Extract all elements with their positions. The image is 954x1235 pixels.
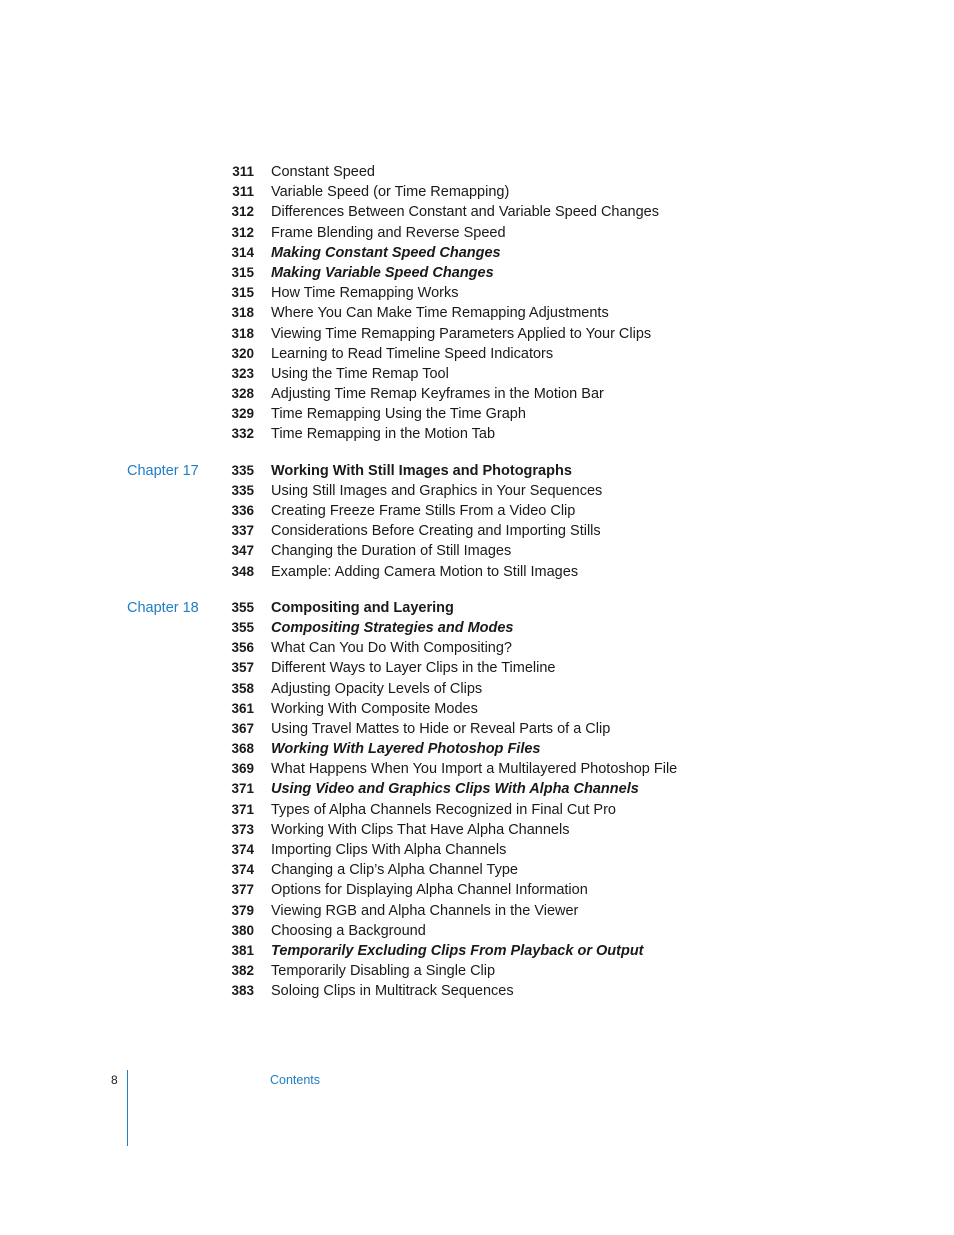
toc-entry[interactable] [0,921,954,941]
toc-entry[interactable] [0,679,954,699]
toc-entry-title: Creating Freeze Frame Stills From a Video Clip [271,503,576,519]
toc-entry[interactable] [0,501,954,521]
toc-entry[interactable] [0,860,954,880]
table-of-contents [0,162,954,1002]
toc-entry[interactable] [0,739,954,759]
toc-page-number: 315 [231,264,254,280]
toc-page-number: 311 [232,164,254,179]
toc-page-number: 318 [231,305,254,321]
toc-entry[interactable] [0,598,954,618]
toc-page-number: 314 [231,244,254,260]
toc-page-number: 361 [231,700,254,716]
toc-entry[interactable] [0,182,954,202]
toc-entry-title: Different Ways to Layer Clips in the Timeline [271,660,556,677]
toc-entry-title: Example: Adding Camera Motion to Still Images [271,563,579,580]
toc-page-number: 381 [231,942,254,958]
toc-entry-title: Compositing and Layering [271,599,454,616]
toc-entry-title: Changing a Clip’s Alpha Channel Type [271,862,518,879]
toc-entry[interactable] [0,404,954,424]
toc-page-number: 329 [231,406,254,422]
footer-section-label: Contents [270,1073,321,1087]
footer-divider [127,1070,128,1146]
toc-entry[interactable] [0,263,954,283]
toc-entry[interactable] [0,658,954,678]
toc-entry-title: Viewing RGB and Alpha Channels in the Viewer [271,902,579,919]
toc-entry-title: Using Travel Mattes to Hide or Reveal Parts of a Clip [271,720,611,737]
toc-page-number: 337 [231,523,254,539]
toc-entry[interactable] [0,779,954,799]
toc-page-number: 383 [231,983,254,999]
toc-entry-title: Using the Time Remap Tool [271,365,449,382]
toc-entry-title: What Happens When You Import a Multilayered Photoshop File [271,761,678,778]
toc-page-number: 328 [231,386,254,402]
toc-entry[interactable] [0,521,954,541]
toc-page-number: 374 [231,862,254,878]
toc-entry-title: Temporarily Disabling a Single Clip [271,963,496,980]
toc-page-number: 335 [231,482,254,498]
toc-page-number: 315 [231,285,254,301]
toc-entry[interactable] [0,384,954,404]
toc-page-number: 382 [231,963,254,979]
toc-entry[interactable] [0,981,954,1001]
toc-page-number: 377 [231,882,254,898]
toc-entry[interactable] [0,283,954,303]
toc-entry[interactable] [0,481,954,501]
toc-entry-title: Learning to Read Timeline Speed Indicators [271,345,554,362]
toc-entry[interactable] [0,901,954,921]
toc-entry[interactable] [0,820,954,840]
toc-entry[interactable] [0,324,954,344]
toc-page-number: 332 [231,426,254,442]
toc-entry-title: Adjusting Time Remap Keyframes in the Motion Bar [271,386,604,403]
toc-entry-title: Choosing a Background [271,922,426,939]
chapter-label[interactable]: Chapter 17 [127,462,199,479]
toc-entry-title: Variable Speed (or Time Remapping) [271,184,510,201]
toc-page-number: 374 [231,842,254,857]
toc-entry[interactable] [0,840,954,860]
toc-entry[interactable] [0,162,954,182]
toc-entry-title: Time Remapping Using the Time Graph [271,406,526,423]
toc-entry[interactable] [0,961,954,981]
toc-page-number: 348 [231,563,254,579]
toc-page-number: 356 [231,640,254,656]
toc-entry[interactable] [0,759,954,779]
footer-page-number: 8 [111,1073,118,1087]
toc-entry-title: Working With Still Images and Photographs [271,462,572,479]
toc-page-number: 367 [231,720,254,736]
toc-page-number: 371 [231,801,254,817]
toc-entry-title: Compositing Strategies and Modes [271,619,514,636]
toc-page-number: 355 [231,599,254,615]
toc-entry[interactable] [0,880,954,900]
toc-entry-title: Working With Composite Modes [271,700,478,717]
toc-entry[interactable] [0,719,954,739]
toc-entry-title: Considerations Before Creating and Importing Stills [271,523,601,540]
toc-page-number: 380 [231,922,254,938]
toc-page-number: 323 [231,365,254,381]
toc-entry[interactable] [0,618,954,638]
toc-entry-title: Time Remapping in the Motion Tab [271,426,496,443]
toc-entry-title: Options for Displaying Alpha Channel Information [271,882,588,899]
toc-entry[interactable] [0,303,954,323]
toc-entry-title: Temporarily Excluding Clips From Playback or Output [271,942,644,959]
toc-page-number: 368 [231,741,254,757]
chapter-section [0,598,954,1002]
toc-entry-title: Frame Blending and Reverse Speed [271,224,506,241]
toc-entry[interactable] [0,638,954,658]
toc-page-number: 312 [231,204,254,220]
toc-entry-title: Using Still Images and Graphics in Your Sequences [271,482,603,499]
toc-entry-title: What Can You Do With Compositing? [271,640,512,657]
toc-page-number: 347 [231,543,254,559]
toc-entry[interactable] [0,223,954,243]
toc-page-number: 357 [231,660,254,676]
chapter-label[interactable]: Chapter 18 [127,599,199,616]
chapter-section [0,461,954,582]
toc-entry[interactable] [0,562,954,582]
toc-entry-title: Importing Clips With Alpha Channels [271,842,507,858]
toc-entry-title: How Time Remapping Works [271,285,459,302]
toc-entry-title: Working With Clips That Have Alpha Channels [271,821,570,838]
toc-entry-title: Using Video and Graphics Clips With Alpha Channels [271,781,639,798]
toc-entry[interactable] [0,699,954,719]
toc-page-number: 371 [231,781,254,797]
toc-entry-title: Constant Speed [271,164,375,180]
toc-page-number: 355 [231,619,254,635]
toc-entry-title: Differences Between Constant and Variable Speed Changes [271,204,659,221]
toc-page-number: 318 [231,325,254,341]
toc-page-number: 311 [232,184,254,200]
toc-page-number: 369 [231,761,254,777]
toc-entry-title: Viewing Time Remapping Parameters Applied to Your Clips [271,325,652,342]
toc-entry-title: Working With Layered Photoshop Files [271,741,541,758]
toc-entry-title: Making Variable Speed Changes [271,264,494,281]
toc-page-number: 358 [231,680,254,696]
toc-entry[interactable] [0,800,954,820]
toc-entry-title: Adjusting Opacity Levels of Clips [271,680,483,697]
toc-entry[interactable] [0,461,954,481]
toc-entry-title: Soloing Clips in Multitrack Sequences [271,983,514,1000]
toc-entry[interactable] [0,541,954,561]
toc-page-number: 312 [231,224,254,240]
toc-entry[interactable] [0,344,954,364]
toc-page-number: 373 [231,821,254,837]
toc-section [0,162,954,445]
toc-entry[interactable] [0,424,954,444]
toc-entry-title: Making Constant Speed Changes [271,244,501,261]
toc-page-number: 336 [231,503,254,518]
toc-entry[interactable] [0,941,954,961]
toc-entry-title: Types of Alpha Channels Recognized in Final Cut Pro [271,801,616,818]
toc-entry[interactable] [0,202,954,222]
toc-entry-title: Where You Can Make Time Remapping Adjustments [271,305,609,322]
toc-entry[interactable] [0,243,954,263]
toc-page-number: 335 [231,462,254,478]
toc-entry[interactable] [0,364,954,384]
toc-page-number: 379 [231,902,254,918]
toc-entry-title: Changing the Duration of Still Images [271,543,512,560]
toc-page-number: 320 [231,345,254,361]
